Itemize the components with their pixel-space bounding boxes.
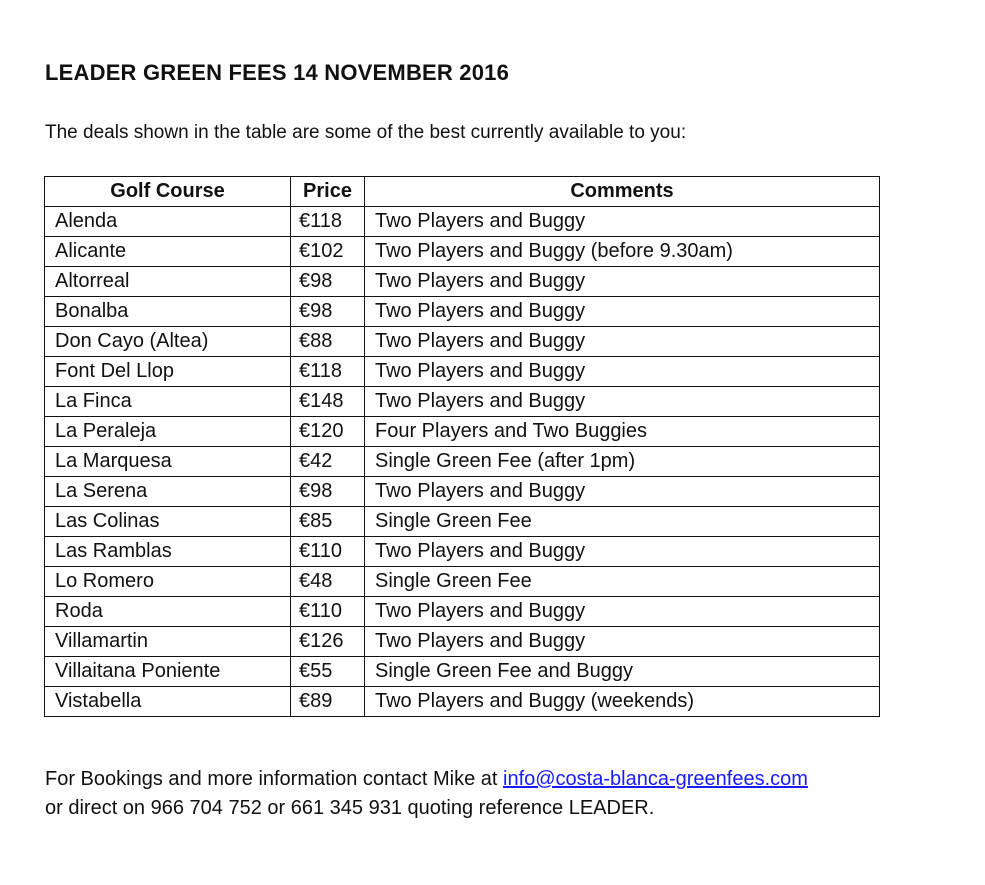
contact-line-1 bbox=[45, 765, 808, 794]
contact-prefix: For Bookings and more information contact Mike at bbox=[45, 768, 503, 790]
green-fees-table bbox=[44, 176, 880, 717]
table-row bbox=[45, 687, 880, 717]
cell-comments: Two Players and Buggy bbox=[365, 297, 880, 327]
cell-price: €88 bbox=[291, 327, 365, 357]
cell-price: €98 bbox=[291, 477, 365, 507]
cell-price: €42 bbox=[291, 447, 365, 477]
cell-comments: Two Players and Buggy (before 9.30am) bbox=[365, 237, 880, 267]
cell-price: €48 bbox=[291, 567, 365, 597]
cell-golf-course: Las Colinas bbox=[45, 507, 291, 537]
cell-price: €55 bbox=[291, 657, 365, 687]
contact-footer bbox=[45, 765, 808, 823]
cell-golf-course: Villamartin bbox=[45, 627, 291, 657]
cell-golf-course: Vistabella bbox=[45, 687, 291, 717]
cell-price: €110 bbox=[291, 537, 365, 567]
intro-text: The deals shown in the table are some of the best currently available to you: bbox=[45, 122, 687, 143]
cell-golf-course: La Finca bbox=[45, 387, 291, 417]
table-row bbox=[45, 387, 880, 417]
header-row bbox=[45, 177, 880, 207]
contact-line-2: or direct on 966 704 752 or 661 345 931 quoting reference LEADER. bbox=[45, 797, 655, 819]
cell-comments: Two Players and Buggy bbox=[365, 477, 880, 507]
cell-price: €118 bbox=[291, 357, 365, 387]
cell-price: €126 bbox=[291, 627, 365, 657]
cell-comments: Two Players and Buggy bbox=[365, 207, 880, 237]
cell-comments: Four Players and Two Buggies bbox=[365, 417, 880, 447]
table-row bbox=[45, 537, 880, 567]
table-row bbox=[45, 567, 880, 597]
cell-comments: Two Players and Buggy bbox=[365, 327, 880, 357]
table-body bbox=[45, 207, 880, 717]
cell-price: €98 bbox=[291, 297, 365, 327]
cell-price: €85 bbox=[291, 507, 365, 537]
cell-golf-course: Las Ramblas bbox=[45, 537, 291, 567]
cell-price: €102 bbox=[291, 237, 365, 267]
cell-comments: Two Players and Buggy bbox=[365, 627, 880, 657]
cell-comments: Two Players and Buggy bbox=[365, 267, 880, 297]
cell-comments: Two Players and Buggy (weekends) bbox=[365, 687, 880, 717]
header-price: Price bbox=[291, 177, 365, 207]
cell-comments: Single Green Fee (after 1pm) bbox=[365, 447, 880, 477]
table-row bbox=[45, 237, 880, 267]
table-row bbox=[45, 267, 880, 297]
email-link[interactable]: info@costa-blanca-greenfees.com bbox=[503, 768, 808, 790]
table-row bbox=[45, 207, 880, 237]
table-row bbox=[45, 597, 880, 627]
cell-golf-course: La Marquesa bbox=[45, 447, 291, 477]
cell-comments: Single Green Fee bbox=[365, 507, 880, 537]
table-row bbox=[45, 477, 880, 507]
table-row bbox=[45, 417, 880, 447]
cell-price: €98 bbox=[291, 267, 365, 297]
cell-golf-course: La Peraleja bbox=[45, 417, 291, 447]
cell-golf-course: Lo Romero bbox=[45, 567, 291, 597]
header-comments: Comments bbox=[365, 177, 880, 207]
cell-comments: Two Players and Buggy bbox=[365, 357, 880, 387]
table-row bbox=[45, 657, 880, 687]
cell-comments: Two Players and Buggy bbox=[365, 387, 880, 417]
cell-price: €148 bbox=[291, 387, 365, 417]
table-row bbox=[45, 357, 880, 387]
table-row bbox=[45, 297, 880, 327]
page-title: LEADER GREEN FEES 14 NOVEMBER 2016 bbox=[45, 60, 510, 85]
cell-golf-course: Roda bbox=[45, 597, 291, 627]
cell-comments: Single Green Fee bbox=[365, 567, 880, 597]
cell-price: €118 bbox=[291, 207, 365, 237]
table-row bbox=[45, 327, 880, 357]
cell-golf-course: Bonalba bbox=[45, 297, 291, 327]
table-row bbox=[45, 627, 880, 657]
cell-comments: Two Players and Buggy bbox=[365, 537, 880, 567]
table-row bbox=[45, 507, 880, 537]
cell-golf-course: Altorreal bbox=[45, 267, 291, 297]
cell-golf-course: Don Cayo (Altea) bbox=[45, 327, 291, 357]
cell-price: €89 bbox=[291, 687, 365, 717]
table-header bbox=[45, 177, 880, 207]
header-golf-course: Golf Course bbox=[45, 177, 291, 207]
cell-comments: Single Green Fee and Buggy bbox=[365, 657, 880, 687]
table-row bbox=[45, 447, 880, 477]
cell-price: €110 bbox=[291, 597, 365, 627]
cell-comments: Two Players and Buggy bbox=[365, 597, 880, 627]
cell-golf-course: Alicante bbox=[45, 237, 291, 267]
cell-golf-course: Alenda bbox=[45, 207, 291, 237]
cell-golf-course: Font Del Llop bbox=[45, 357, 291, 387]
cell-golf-course: Villaitana Poniente bbox=[45, 657, 291, 687]
cell-golf-course: La Serena bbox=[45, 477, 291, 507]
cell-price: €120 bbox=[291, 417, 365, 447]
